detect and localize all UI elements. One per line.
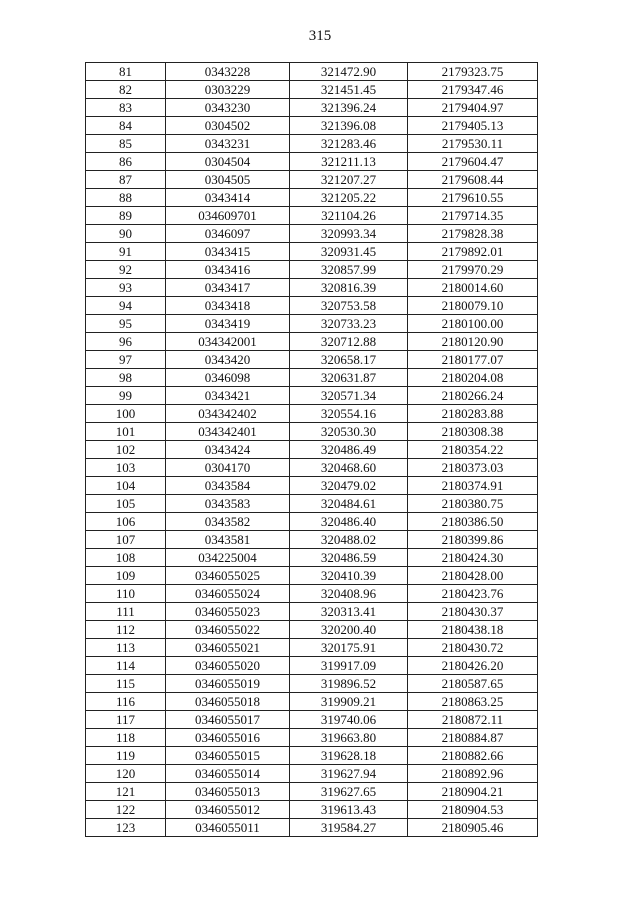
row-number-cell: 96 <box>86 333 166 351</box>
y-coordinate-cell: 2179323.75 <box>408 63 538 81</box>
point-id-cell: 0343414 <box>166 189 290 207</box>
point-id-cell: 0346055023 <box>166 603 290 621</box>
table-row <box>86 261 538 279</box>
y-coordinate-cell: 2179714.35 <box>408 207 538 225</box>
row-number-cell: 123 <box>86 819 166 837</box>
point-id-cell: 0346055021 <box>166 639 290 657</box>
point-id-cell: 0343420 <box>166 351 290 369</box>
y-coordinate-cell: 2179404.97 <box>408 99 538 117</box>
row-number-cell: 113 <box>86 639 166 657</box>
table-row <box>86 117 538 135</box>
x-coordinate-cell: 320554.16 <box>290 405 408 423</box>
x-coordinate-cell: 320200.40 <box>290 621 408 639</box>
x-coordinate-cell: 321207.27 <box>290 171 408 189</box>
x-coordinate-cell: 321283.46 <box>290 135 408 153</box>
y-coordinate-cell: 2180266.24 <box>408 387 538 405</box>
x-coordinate-cell: 320313.41 <box>290 603 408 621</box>
table-row <box>86 423 538 441</box>
x-coordinate-cell: 320486.40 <box>290 513 408 531</box>
row-number-cell: 92 <box>86 261 166 279</box>
table-row <box>86 549 538 567</box>
point-id-cell: 0304505 <box>166 171 290 189</box>
x-coordinate-cell: 320530.30 <box>290 423 408 441</box>
row-number-cell: 103 <box>86 459 166 477</box>
coordinates-table-container <box>85 62 537 837</box>
table-row <box>86 783 538 801</box>
x-coordinate-cell: 320658.17 <box>290 351 408 369</box>
y-coordinate-cell: 2180399.86 <box>408 531 538 549</box>
point-id-cell: 0343582 <box>166 513 290 531</box>
point-id-cell: 0343424 <box>166 441 290 459</box>
table-row <box>86 585 538 603</box>
y-coordinate-cell: 2180430.37 <box>408 603 538 621</box>
point-id-cell: 0343418 <box>166 297 290 315</box>
table-row <box>86 495 538 513</box>
row-number-cell: 81 <box>86 63 166 81</box>
row-number-cell: 90 <box>86 225 166 243</box>
row-number-cell: 106 <box>86 513 166 531</box>
y-coordinate-cell: 2180882.66 <box>408 747 538 765</box>
y-coordinate-cell: 2179405.13 <box>408 117 538 135</box>
row-number-cell: 112 <box>86 621 166 639</box>
table-row <box>86 459 538 477</box>
x-coordinate-cell: 319740.06 <box>290 711 408 729</box>
table-row <box>86 621 538 639</box>
point-id-cell: 034609701 <box>166 207 290 225</box>
table-row <box>86 297 538 315</box>
row-number-cell: 114 <box>86 657 166 675</box>
row-number-cell: 85 <box>86 135 166 153</box>
y-coordinate-cell: 2179608.44 <box>408 171 538 189</box>
row-number-cell: 99 <box>86 387 166 405</box>
x-coordinate-cell: 320408.96 <box>290 585 408 603</box>
point-id-cell: 0346055011 <box>166 819 290 837</box>
x-coordinate-cell: 319627.94 <box>290 765 408 783</box>
x-coordinate-cell: 321472.90 <box>290 63 408 81</box>
x-coordinate-cell: 320486.59 <box>290 549 408 567</box>
row-number-cell: 95 <box>86 315 166 333</box>
row-number-cell: 115 <box>86 675 166 693</box>
point-id-cell: 0346055022 <box>166 621 290 639</box>
table-row <box>86 729 538 747</box>
y-coordinate-cell: 2180374.91 <box>408 477 538 495</box>
y-coordinate-cell: 2180423.76 <box>408 585 538 603</box>
point-id-cell: 034342401 <box>166 423 290 441</box>
point-id-cell: 0343583 <box>166 495 290 513</box>
row-number-cell: 122 <box>86 801 166 819</box>
row-number-cell: 93 <box>86 279 166 297</box>
y-coordinate-cell: 2180892.96 <box>408 765 538 783</box>
point-id-cell: 0343230 <box>166 99 290 117</box>
point-id-cell: 0346055016 <box>166 729 290 747</box>
table-row <box>86 477 538 495</box>
y-coordinate-cell: 2180079.10 <box>408 297 538 315</box>
table-row <box>86 351 538 369</box>
y-coordinate-cell: 2180863.25 <box>408 693 538 711</box>
row-number-cell: 120 <box>86 765 166 783</box>
row-number-cell: 97 <box>86 351 166 369</box>
point-id-cell: 0346055013 <box>166 783 290 801</box>
row-number-cell: 87 <box>86 171 166 189</box>
y-coordinate-cell: 2180014.60 <box>408 279 538 297</box>
row-number-cell: 118 <box>86 729 166 747</box>
point-id-cell: 0346055025 <box>166 567 290 585</box>
y-coordinate-cell: 2180587.65 <box>408 675 538 693</box>
point-id-cell: 034342402 <box>166 405 290 423</box>
x-coordinate-cell: 320175.91 <box>290 639 408 657</box>
point-id-cell: 0343584 <box>166 477 290 495</box>
y-coordinate-cell: 2180438.18 <box>408 621 538 639</box>
row-number-cell: 98 <box>86 369 166 387</box>
y-coordinate-cell: 2179347.46 <box>408 81 538 99</box>
table-row <box>86 711 538 729</box>
x-coordinate-cell: 320733.23 <box>290 315 408 333</box>
x-coordinate-cell: 319628.18 <box>290 747 408 765</box>
table-row <box>86 189 538 207</box>
row-number-cell: 89 <box>86 207 166 225</box>
row-number-cell: 88 <box>86 189 166 207</box>
table-row <box>86 801 538 819</box>
table-row <box>86 387 538 405</box>
x-coordinate-cell: 320753.58 <box>290 297 408 315</box>
table-row <box>86 441 538 459</box>
point-id-cell: 0343231 <box>166 135 290 153</box>
table-row <box>86 657 538 675</box>
table-row <box>86 315 538 333</box>
point-id-cell: 0346055020 <box>166 657 290 675</box>
point-id-cell: 0304504 <box>166 153 290 171</box>
y-coordinate-cell: 2180426.20 <box>408 657 538 675</box>
x-coordinate-cell: 320488.02 <box>290 531 408 549</box>
point-id-cell: 0343421 <box>166 387 290 405</box>
point-id-cell: 0343228 <box>166 63 290 81</box>
table-row <box>86 333 538 351</box>
point-id-cell: 0346055015 <box>166 747 290 765</box>
row-number-cell: 84 <box>86 117 166 135</box>
table-row <box>86 243 538 261</box>
table-row <box>86 639 538 657</box>
table-row <box>86 279 538 297</box>
row-number-cell: 105 <box>86 495 166 513</box>
table-row <box>86 819 538 837</box>
table-row <box>86 675 538 693</box>
x-coordinate-cell: 319584.27 <box>290 819 408 837</box>
y-coordinate-cell: 2180872.11 <box>408 711 538 729</box>
table-row <box>86 81 538 99</box>
y-coordinate-cell: 2180120.90 <box>408 333 538 351</box>
point-id-cell: 0303229 <box>166 81 290 99</box>
x-coordinate-cell: 320712.88 <box>290 333 408 351</box>
y-coordinate-cell: 2179610.55 <box>408 189 538 207</box>
table-row <box>86 531 538 549</box>
row-number-cell: 102 <box>86 441 166 459</box>
point-id-cell: 0343417 <box>166 279 290 297</box>
row-number-cell: 117 <box>86 711 166 729</box>
x-coordinate-cell: 321451.45 <box>290 81 408 99</box>
table-row <box>86 153 538 171</box>
point-id-cell: 0343415 <box>166 243 290 261</box>
x-coordinate-cell: 321104.26 <box>290 207 408 225</box>
x-coordinate-cell: 319627.65 <box>290 783 408 801</box>
table-row <box>86 63 538 81</box>
point-id-cell: 0304502 <box>166 117 290 135</box>
y-coordinate-cell: 2179828.38 <box>408 225 538 243</box>
y-coordinate-cell: 2180373.03 <box>408 459 538 477</box>
x-coordinate-cell: 319613.43 <box>290 801 408 819</box>
point-id-cell: 034225004 <box>166 549 290 567</box>
x-coordinate-cell: 320857.99 <box>290 261 408 279</box>
x-coordinate-cell: 321396.08 <box>290 117 408 135</box>
row-number-cell: 91 <box>86 243 166 261</box>
x-coordinate-cell: 320468.60 <box>290 459 408 477</box>
y-coordinate-cell: 2179530.11 <box>408 135 538 153</box>
table-row <box>86 171 538 189</box>
point-id-cell: 0346055012 <box>166 801 290 819</box>
point-id-cell: 0346055019 <box>166 675 290 693</box>
y-coordinate-cell: 2180905.46 <box>408 819 538 837</box>
point-id-cell: 0346055018 <box>166 693 290 711</box>
y-coordinate-cell: 2180177.07 <box>408 351 538 369</box>
x-coordinate-cell: 320571.34 <box>290 387 408 405</box>
row-number-cell: 104 <box>86 477 166 495</box>
point-id-cell: 0343581 <box>166 531 290 549</box>
y-coordinate-cell: 2180283.88 <box>408 405 538 423</box>
row-number-cell: 83 <box>86 99 166 117</box>
y-coordinate-cell: 2180424.30 <box>408 549 538 567</box>
row-number-cell: 109 <box>86 567 166 585</box>
table-row <box>86 693 538 711</box>
y-coordinate-cell: 2180308.38 <box>408 423 538 441</box>
table-row <box>86 765 538 783</box>
row-number-cell: 82 <box>86 81 166 99</box>
point-id-cell: 0346055024 <box>166 585 290 603</box>
coordinates-table-body <box>86 63 538 837</box>
table-row <box>86 135 538 153</box>
row-number-cell: 121 <box>86 783 166 801</box>
x-coordinate-cell: 319917.09 <box>290 657 408 675</box>
coordinates-table <box>85 62 538 837</box>
x-coordinate-cell: 320931.45 <box>290 243 408 261</box>
y-coordinate-cell: 2180204.08 <box>408 369 538 387</box>
x-coordinate-cell: 320631.87 <box>290 369 408 387</box>
row-number-cell: 86 <box>86 153 166 171</box>
point-id-cell: 034342001 <box>166 333 290 351</box>
table-row <box>86 567 538 585</box>
x-coordinate-cell: 321205.22 <box>290 189 408 207</box>
x-coordinate-cell: 320410.39 <box>290 567 408 585</box>
y-coordinate-cell: 2179970.29 <box>408 261 538 279</box>
x-coordinate-cell: 320993.34 <box>290 225 408 243</box>
point-id-cell: 0343419 <box>166 315 290 333</box>
x-coordinate-cell: 319896.52 <box>290 675 408 693</box>
x-coordinate-cell: 320484.61 <box>290 495 408 513</box>
y-coordinate-cell: 2180904.21 <box>408 783 538 801</box>
y-coordinate-cell: 2179604.47 <box>408 153 538 171</box>
point-id-cell: 0346055017 <box>166 711 290 729</box>
row-number-cell: 116 <box>86 693 166 711</box>
table-row <box>86 513 538 531</box>
row-number-cell: 94 <box>86 297 166 315</box>
table-row <box>86 369 538 387</box>
table-row <box>86 405 538 423</box>
y-coordinate-cell: 2180428.00 <box>408 567 538 585</box>
y-coordinate-cell: 2180354.22 <box>408 441 538 459</box>
x-coordinate-cell: 320816.39 <box>290 279 408 297</box>
y-coordinate-cell: 2179892.01 <box>408 243 538 261</box>
y-coordinate-cell: 2180100.00 <box>408 315 538 333</box>
row-number-cell: 110 <box>86 585 166 603</box>
x-coordinate-cell: 319663.80 <box>290 729 408 747</box>
row-number-cell: 100 <box>86 405 166 423</box>
row-number-cell: 101 <box>86 423 166 441</box>
table-row <box>86 225 538 243</box>
y-coordinate-cell: 2180430.72 <box>408 639 538 657</box>
x-coordinate-cell: 320486.49 <box>290 441 408 459</box>
point-id-cell: 0304170 <box>166 459 290 477</box>
point-id-cell: 0343416 <box>166 261 290 279</box>
page-number: 315 <box>308 28 332 44</box>
table-row <box>86 747 538 765</box>
table-row <box>86 207 538 225</box>
x-coordinate-cell: 319909.21 <box>290 693 408 711</box>
x-coordinate-cell: 321211.13 <box>290 153 408 171</box>
row-number-cell: 119 <box>86 747 166 765</box>
point-id-cell: 0346055014 <box>166 765 290 783</box>
y-coordinate-cell: 2180386.50 <box>408 513 538 531</box>
point-id-cell: 0346097 <box>166 225 290 243</box>
x-coordinate-cell: 321396.24 <box>290 99 408 117</box>
row-number-cell: 108 <box>86 549 166 567</box>
row-number-cell: 107 <box>86 531 166 549</box>
x-coordinate-cell: 320479.02 <box>290 477 408 495</box>
y-coordinate-cell: 2180904.53 <box>408 801 538 819</box>
row-number-cell: 111 <box>86 603 166 621</box>
y-coordinate-cell: 2180884.87 <box>408 729 538 747</box>
table-row <box>86 99 538 117</box>
table-row <box>86 603 538 621</box>
y-coordinate-cell: 2180380.75 <box>408 495 538 513</box>
point-id-cell: 0346098 <box>166 369 290 387</box>
